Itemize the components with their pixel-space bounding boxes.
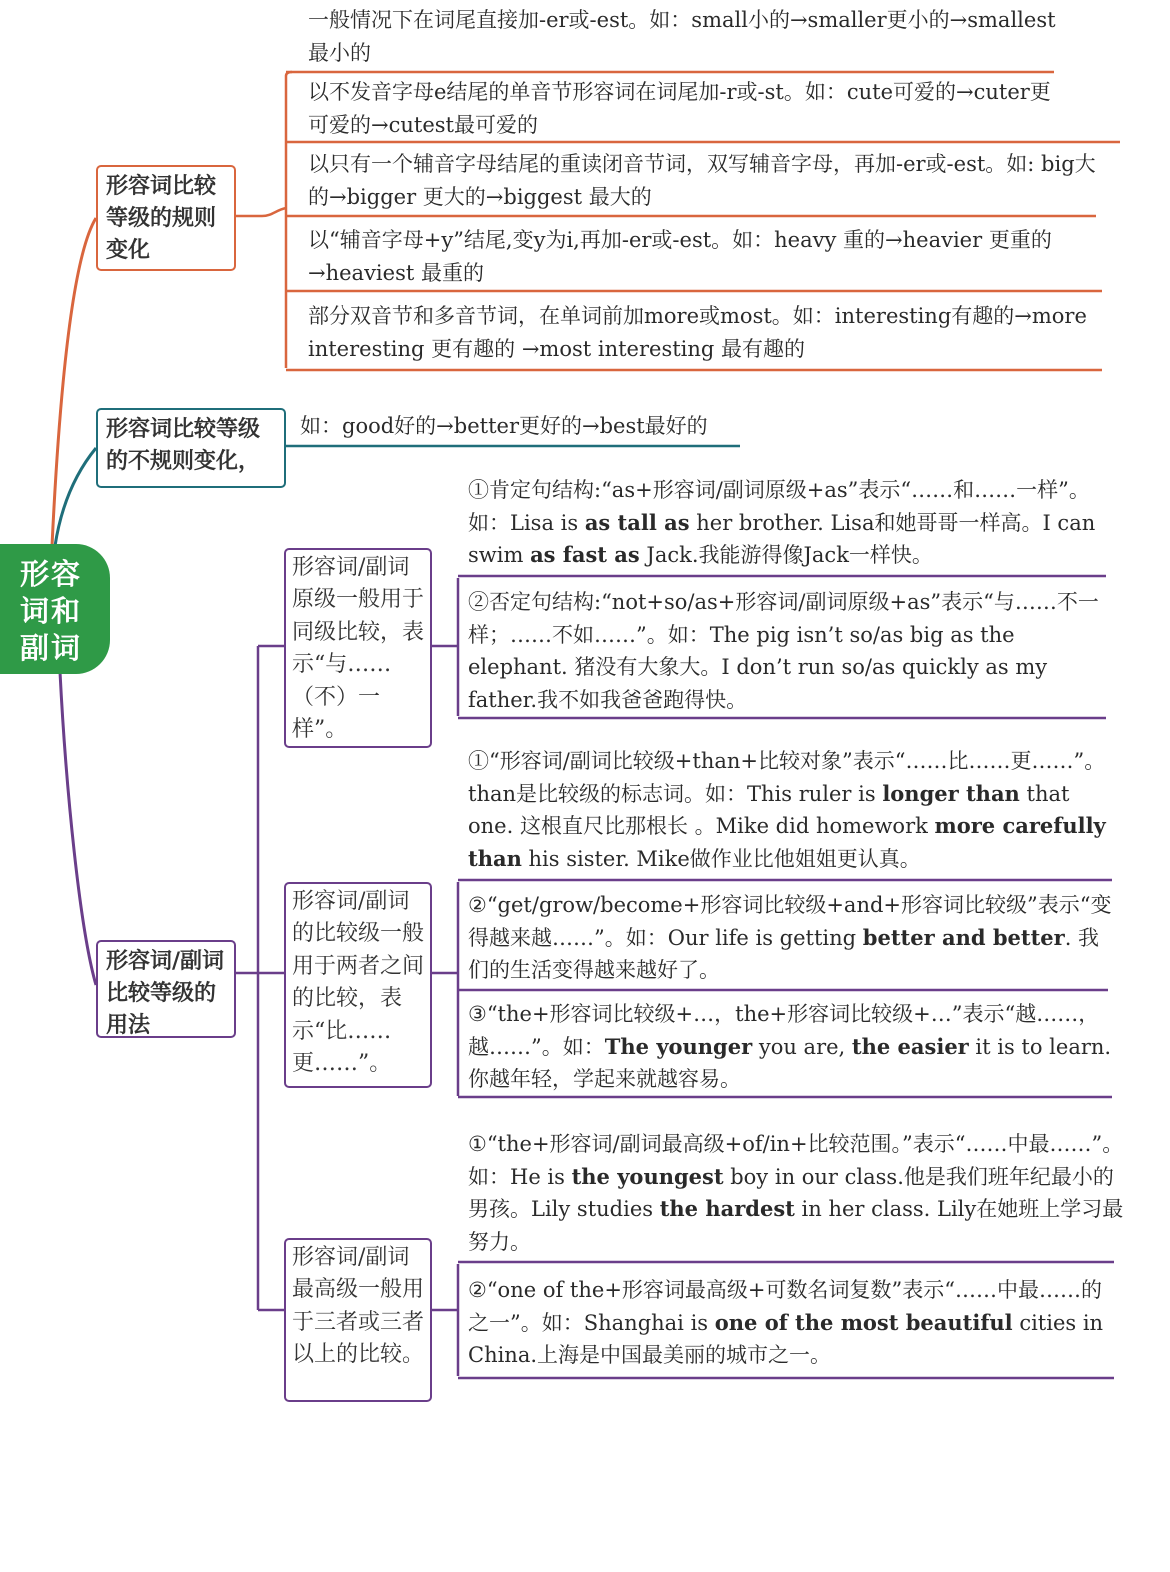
comparative-item-3	[468, 998, 1120, 1096]
bold-example-text: the youngest	[571, 1163, 724, 1189]
root-node: 形容词和副词	[0, 544, 110, 674]
comparative-item-2	[468, 889, 1120, 987]
regular-rule-2: 以不发音字母e结尾的单音节形容词在词尾加-r或-st。如：cute可爱的→cuter更可爱的→cutest最可爱的	[308, 80, 1051, 137]
text-segment: ①“形容词/副词比较级+than+比较对象”表示“……比……更……”。than是比较级的标志词。如：This ruler is	[468, 749, 1106, 806]
text-segment: his sister. Mike做作业比他姐姐更认真。	[521, 846, 921, 871]
superlative-item-1	[468, 1128, 1130, 1258]
superlative-item-2	[468, 1274, 1120, 1372]
text-segment: ①肯定句结构:“as+形容词/副词原级+as”表示“……和……一样”。如：Lisa is	[468, 478, 1090, 535]
text-segment: ③“the+形容词比较级+…，the+形容词比较级+…”表示“越……，越……”。如：	[468, 1002, 1100, 1059]
regular-rule-5: 部分双音节和多音节词，在单词前加more或most。如：interesting有趣的→more interesting 更有趣的 →most interesting 最有趣的	[308, 304, 1087, 361]
text-segment: Jack.我能游得像Jack一样快。	[639, 543, 933, 567]
text-segment: ②否定句结构:“not+so/as+形容词/副词原级+as”表示“与……不一样；……不如……”。如：The pig isn’t so/as big as the elephant. 猪没有大象大。I don’t run so/as quickly as my father.我不如我爸爸跑得快。	[468, 590, 1099, 712]
bold-example-text: more carefully than	[468, 813, 1106, 871]
regular-rule-4: 以“辅音字母+y”结尾,变y为i,再加-er或-est。如：heavy 重的→heavier 更重的 →heaviest 最重的	[308, 228, 1052, 285]
text-segment: that one. 这根直尺比那根长 。Mike did homework	[468, 781, 1070, 838]
irregular-example: 如：good好的→better更好的→best最好的	[300, 414, 708, 438]
text-segment: her brother. Lisa和她哥哥一样高。I can swim	[468, 510, 1096, 567]
bold-example-text: the hardest	[659, 1196, 795, 1221]
regular-change-node: 形容词比较等级的规则变化	[96, 165, 236, 271]
text-segment: in her class. Lily在她班上学习最努力。	[468, 1197, 1124, 1254]
bold-example-text: as tall as	[584, 509, 690, 535]
text-segment: . 我们的生活变得越来越好了。	[468, 925, 1100, 982]
text-segment: boy in our class.他是我们班年纪最小的男孩。Lily studies	[468, 1164, 1114, 1221]
regular-rule-3: 以只有一个辅音字母结尾的重读闭音节词，双写辅音字母，再加-er或-est。如: big大的→bigger 更大的→biggest 最大的	[308, 152, 1096, 209]
text-segment: ②“get/grow/become+形容词比较级+and+形容词比较级”表示“变得越来越……”。如：Our life is getting	[468, 893, 1112, 950]
bold-example-text: longer than	[882, 780, 1020, 806]
text-segment: cities in China.上海是中国最美丽的城市之一。	[468, 1310, 1104, 1367]
regular-rule-1: 一般情况下在词尾直接加-er或-est。如：small小的→smaller更小的→smallest最小的	[308, 8, 1056, 65]
bold-example-text: the easier	[851, 1033, 969, 1059]
bold-example-text: one of the most beautiful	[714, 1309, 1013, 1335]
text-segment: ②“one of the+形容词最高级+可数名词复数”表示“……中最……的之一”。如：Shanghai is	[468, 1278, 1102, 1335]
text-segment: ①“the+形容词/副词最高级+of/in+比较范围。”表示“……中最……”。如：He is	[468, 1132, 1124, 1189]
superlative-degree-node: 形容词/副词最高级一般用于三者或三者以上的比较。	[284, 1238, 432, 1402]
bold-example-text: as fast as	[530, 542, 640, 567]
bold-example-text: better and better	[862, 924, 1065, 950]
comparative-degree-node: 形容词/副词的比较级一般用于两者之间的比较，表示“比……更……”。	[284, 882, 432, 1088]
usage-node: 形容词/副词比较等级的用法	[96, 940, 236, 1038]
text-segment: it is to learn.你越年轻，学起来就越容易。	[468, 1034, 1112, 1091]
bold-example-text: The younger	[604, 1033, 753, 1059]
text-segment: you are,	[752, 1034, 852, 1059]
comparative-item-1	[468, 745, 1120, 875]
positive-item-2	[468, 586, 1120, 716]
positive-item-1	[468, 474, 1120, 572]
positive-degree-node: 形容词/副词原级一般用于同级比较，表示“与……（不）一样”。	[284, 548, 432, 748]
irregular-change-node: 形容词比较等级的不规则变化，	[96, 408, 286, 488]
